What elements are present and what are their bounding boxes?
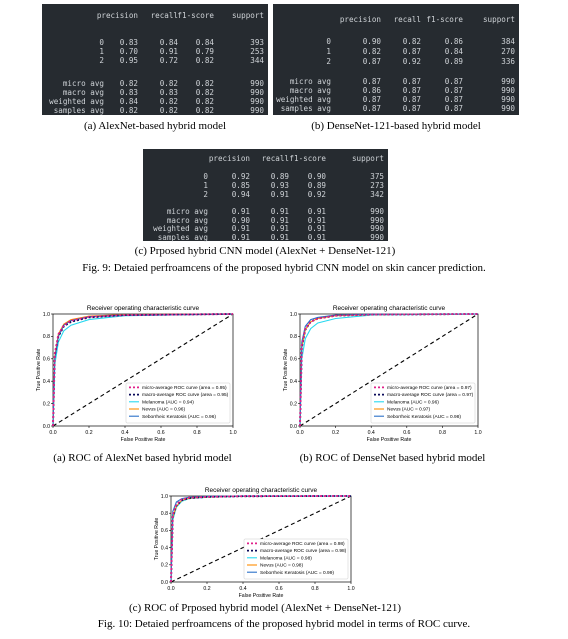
- legend-entry: Nevus (AUC = 0.97): [387, 407, 431, 413]
- table-cell: 990: [250, 97, 264, 106]
- table-cell: 0.87: [402, 86, 421, 95]
- table-cell: 0.79: [195, 47, 214, 56]
- row-label: weighted avg: [276, 95, 331, 104]
- y-tick-label: 0.6: [160, 528, 168, 535]
- row-label: 1: [203, 181, 208, 190]
- table-cell: 0.91: [270, 190, 289, 199]
- roc-chart-hybrid: [153, 482, 368, 600]
- y-tick-label: 0.6: [289, 356, 297, 363]
- row-label: 0: [203, 172, 208, 181]
- y-tick-label: 0.4: [289, 379, 297, 385]
- x-axis-label: False Positive Rate: [366, 437, 412, 443]
- y-tick-label: 0.8: [42, 334, 50, 341]
- row-label: 2: [99, 56, 104, 65]
- table-cell: 342: [370, 190, 384, 199]
- caption-roc-c: (c) ROC of Prposed hybrid model (AlexNet + DenseNet-121): [129, 602, 401, 614]
- column-header: precision: [208, 154, 250, 163]
- legend-entry: micro-average ROC curve (area = 0.97): [387, 386, 472, 391]
- table-cell: 0.87: [402, 104, 421, 113]
- figure-9-caption: Fig. 9: Detaied perfroamcens of the proposed hybrid CNN model on skin cancer prediction.: [82, 262, 486, 274]
- table-cell: 0.87: [402, 95, 421, 104]
- legend-entry: Nevus (AUC = 0.96): [142, 407, 186, 413]
- legend-entry: Seborrheic Keratosis (AUC = 0.98): [387, 414, 461, 420]
- y-tick-label: 0.0: [42, 423, 50, 430]
- table-cell: 0.70: [119, 47, 138, 56]
- legend-entry: Seborrheic Keratosis (AUC = 0.96): [142, 414, 216, 420]
- legend-entry: Melanoma (AUC = 0.96): [387, 400, 439, 406]
- table-cell: 0.82: [195, 97, 214, 106]
- y-tick-label: 0.4: [42, 379, 50, 385]
- table-cell: 0.87: [362, 77, 381, 86]
- table-cell: 270: [501, 47, 515, 56]
- x-tick-label: 0.0: [167, 586, 175, 592]
- table-cell: 990: [250, 88, 264, 97]
- y-axis-label: True Positive Rate: [154, 517, 160, 561]
- caption-roc-a: (a) ROC of AlexNet based hybrid model: [53, 452, 232, 464]
- table-cell: 0.90: [231, 216, 250, 225]
- table-cell: 0.82: [159, 106, 178, 115]
- chart-title: Receiver operating characteristic curve: [86, 305, 200, 312]
- table-cell: 0.87: [402, 77, 421, 86]
- row-label: 2: [326, 57, 331, 66]
- y-axis-label: True Positive Rate: [283, 348, 289, 392]
- column-header: precision: [96, 11, 138, 20]
- column-header: support: [351, 154, 384, 163]
- table-cell: 0.91: [307, 224, 326, 233]
- table-cell: 0.85: [231, 181, 250, 190]
- x-tick-label: 1.0: [229, 430, 237, 436]
- x-tick-label: 0.8: [311, 586, 319, 592]
- table-cell: 253: [250, 47, 264, 56]
- x-tick-label: 1.0: [347, 586, 355, 592]
- x-tick-label: 0.6: [157, 430, 165, 436]
- y-tick-label: 0.2: [289, 401, 297, 408]
- row-label: micro avg: [62, 79, 104, 88]
- table-cell: 0.82: [159, 97, 178, 106]
- x-tick-label: 0.4: [121, 430, 129, 436]
- caption-roc-b: (b) ROC of DenseNet based hybrid model: [299, 452, 486, 464]
- x-tick-label: 0.2: [203, 586, 211, 592]
- legend-entry: micro-average ROC curve (area = 0.98): [260, 542, 345, 547]
- table-cell: 0.91: [159, 47, 178, 56]
- table-cell: 0.91: [231, 233, 250, 242]
- table-cell: 990: [370, 224, 384, 233]
- x-tick-label: 0.0: [49, 430, 57, 436]
- row-label: macro avg: [166, 216, 208, 225]
- y-tick-label: 1.0: [42, 311, 50, 318]
- table-cell: 990: [501, 86, 515, 95]
- x-tick-label: 0.0: [296, 430, 304, 436]
- x-tick-label: 1.0: [474, 430, 482, 436]
- y-axis-label: True Positive Rate: [36, 348, 42, 392]
- table-cell: 0.94: [231, 190, 250, 199]
- row-label: 2: [203, 190, 208, 199]
- table-cell: 0.87: [444, 104, 463, 113]
- table-cell: 0.87: [362, 95, 381, 104]
- table-cell: 0.87: [444, 95, 463, 104]
- table-cell: 384: [501, 37, 515, 46]
- table-cell: 0.91: [307, 216, 326, 225]
- legend-entry: macro-average ROC curve (area = 0.98): [260, 549, 347, 555]
- table-cell: 0.92: [231, 172, 250, 181]
- row-label: samples avg: [53, 106, 104, 115]
- legend-entry: Nevus (AUC = 0.98): [260, 563, 304, 569]
- row-label: micro avg: [166, 207, 208, 216]
- table-cell: 0.84: [444, 47, 463, 56]
- row-label: samples avg: [280, 104, 331, 113]
- legend-entry: Seborrheic Keratosis (AUC = 0.99): [260, 570, 334, 576]
- table-cell: 0.83: [119, 38, 138, 47]
- x-tick-label: 0.2: [331, 430, 340, 436]
- table-cell: 0.84: [195, 38, 214, 47]
- table-cell: 0.82: [159, 79, 178, 88]
- row-label: 0: [326, 37, 331, 46]
- classification-report-alexnet: [42, 4, 268, 115]
- x-tick-label: 0.6: [275, 586, 283, 592]
- table-cell: 0.82: [195, 79, 214, 88]
- row-label: macro avg: [62, 88, 104, 97]
- table-cell: 0.89: [444, 57, 463, 66]
- table-cell: 0.87: [444, 77, 463, 86]
- table-cell: 0.91: [270, 233, 289, 242]
- table-cell: 0.82: [195, 106, 214, 115]
- table-cell: 990: [370, 233, 384, 242]
- x-tick-label: 0.8: [193, 430, 201, 436]
- y-tick-label: 0.0: [160, 579, 168, 586]
- x-axis-label: False Positive Rate: [120, 437, 166, 443]
- y-tick-label: 0.4: [160, 545, 168, 552]
- table-cell: 0.84: [159, 38, 178, 47]
- table-cell: 990: [370, 207, 384, 216]
- table-cell: 0.92: [307, 190, 326, 199]
- table-cell: 0.82: [119, 79, 138, 88]
- table-cell: 0.87: [402, 47, 421, 56]
- roc-chart-alexnet: [35, 293, 250, 448]
- row-label: weighted avg: [49, 97, 104, 106]
- caption-table-c: (c) Prposed hybrid CNN model (AlexNet + DenseNet-121): [134, 245, 396, 257]
- x-tick-label: 0.4: [239, 586, 247, 592]
- table-cell: 0.82: [195, 88, 214, 97]
- x-tick-label: 0.6: [403, 430, 411, 436]
- table-cell: 0.91: [270, 216, 289, 225]
- legend-entry: macro-average ROC curve (area = 0.97): [387, 393, 474, 399]
- table-cell: 0.91: [307, 207, 326, 216]
- table-cell: 0.87: [362, 57, 381, 66]
- table-cell: 990: [501, 104, 515, 113]
- chart-title: Receiver operating characteristic curve: [204, 487, 318, 494]
- column-header: recall: [393, 15, 421, 24]
- classification-report-densenet: [273, 4, 519, 115]
- x-tick-label: 0.4: [367, 430, 375, 436]
- x-tick-label: 0.8: [438, 430, 447, 436]
- table-cell: 0.82: [362, 47, 381, 56]
- column-header: f1-score: [426, 15, 463, 24]
- column-header: support: [231, 11, 264, 20]
- table-cell: 0.84: [119, 97, 138, 106]
- legend-entry: Melanoma (AUC = 0.94): [142, 400, 194, 406]
- table-cell: 0.83: [159, 88, 178, 97]
- table-cell: 375: [370, 172, 384, 181]
- roc-chart-densenet: [282, 293, 497, 448]
- y-tick-label: 1.0: [160, 493, 168, 500]
- y-tick-label: 0.2: [42, 401, 50, 408]
- table-cell: 0.93: [270, 181, 289, 190]
- column-header: f1-score: [289, 154, 326, 163]
- table-cell: 0.87: [444, 86, 463, 95]
- legend-entry: macro-average ROC curve (area = 0.95): [142, 393, 229, 399]
- row-label: weighted avg: [153, 224, 208, 233]
- table-cell: 0.86: [362, 86, 381, 95]
- table-cell: 393: [250, 38, 264, 47]
- column-header: precision: [339, 15, 381, 24]
- y-tick-label: 0.6: [42, 356, 50, 363]
- y-tick-label: 0.0: [289, 423, 297, 430]
- caption-table-b: (b) DenseNet-121-based hybrid model: [311, 120, 481, 132]
- table-cell: 336: [501, 57, 515, 66]
- table-cell: 0.89: [307, 181, 326, 190]
- column-header: recall: [150, 11, 178, 20]
- row-label: 0: [99, 38, 104, 47]
- row-label: micro avg: [289, 77, 331, 86]
- table-cell: 0.82: [402, 37, 421, 46]
- column-header: support: [482, 15, 515, 24]
- table-cell: 0.95: [119, 56, 138, 65]
- row-label: 1: [326, 47, 331, 56]
- table-cell: 0.91: [231, 207, 250, 216]
- table-cell: 0.82: [195, 56, 214, 65]
- row-label: macro avg: [289, 86, 331, 95]
- table-cell: 990: [501, 77, 515, 86]
- figure-10-caption: Fig. 10: Detaied perfroamcens of the proposed hybrid model in terms of ROC curve.: [97, 618, 471, 630]
- table-cell: 0.91: [270, 207, 289, 216]
- row-label: samples avg: [157, 233, 208, 242]
- y-tick-label: 0.8: [160, 511, 168, 517]
- table-cell: 0.90: [307, 172, 326, 181]
- table-cell: 0.87: [362, 104, 381, 113]
- classification-report-hybrid: [143, 149, 388, 241]
- table-cell: 990: [370, 216, 384, 225]
- table-cell: 990: [250, 106, 264, 115]
- table-cell: 990: [501, 95, 515, 104]
- table-cell: 344: [250, 56, 264, 65]
- table-cell: 990: [250, 79, 264, 88]
- table-cell: 0.91: [270, 224, 289, 233]
- column-header: f1-score: [177, 11, 214, 20]
- table-cell: 0.92: [402, 57, 421, 66]
- x-tick-label: 0.2: [85, 430, 93, 436]
- table-cell: 0.91: [231, 224, 250, 233]
- table-cell: 0.89: [270, 172, 289, 181]
- table-cell: 273: [370, 181, 384, 190]
- column-header: recall: [261, 154, 289, 163]
- table-cell: 0.72: [159, 56, 178, 65]
- x-axis-label: False Positive Rate: [238, 593, 284, 599]
- legend-entry: Melanoma (AUC = 0.98): [260, 556, 312, 562]
- table-cell: 0.86: [444, 37, 463, 46]
- y-tick-label: 0.2: [160, 562, 168, 569]
- table-cell: 0.91: [307, 233, 326, 242]
- y-tick-label: 1.0: [289, 311, 297, 318]
- row-label: 1: [99, 47, 104, 56]
- table-cell: 0.90: [362, 37, 381, 46]
- chart-title: Receiver operating characteristic curve: [332, 305, 446, 312]
- table-cell: 0.82: [119, 106, 138, 115]
- caption-table-a: (a) AlexNet-based hybrid model: [83, 120, 227, 132]
- table-cell: 0.83: [119, 88, 138, 97]
- legend-entry: micro-average ROC curve (area = 0.95): [142, 386, 227, 391]
- y-tick-label: 0.8: [289, 334, 297, 341]
